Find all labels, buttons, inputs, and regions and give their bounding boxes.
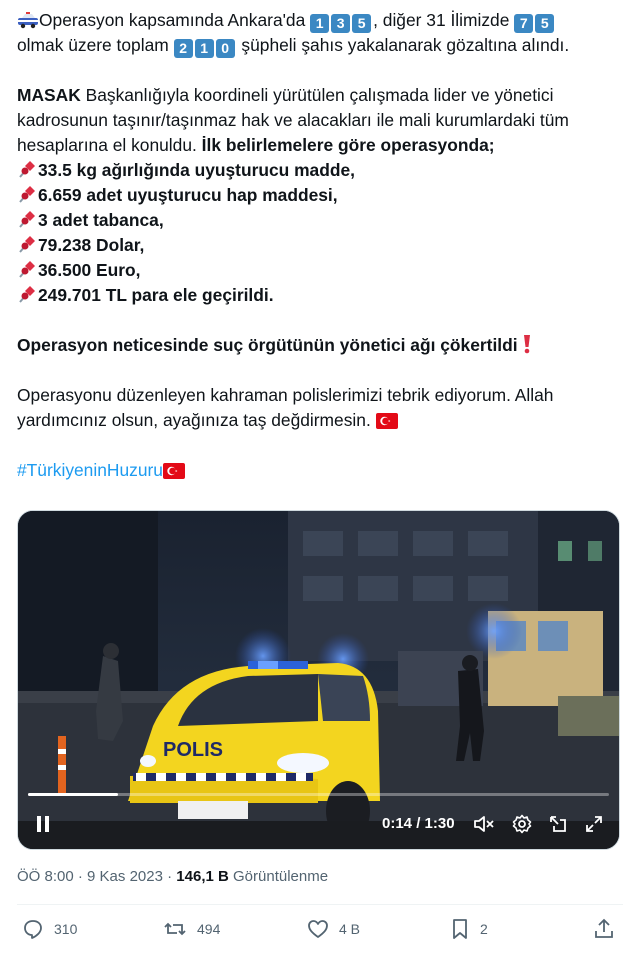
divider (17, 904, 623, 905)
seized-item: 6.659 adet uyuşturucu hap maddesi, (17, 183, 623, 208)
reply-count: 310 (54, 921, 78, 937)
heart-icon (307, 918, 329, 940)
views-count: 146,1 B (176, 868, 229, 885)
pause-button[interactable] (28, 809, 58, 839)
post-time[interactable]: ÖÖ 8:00 (17, 868, 74, 885)
speaker-muted-icon (473, 814, 495, 834)
keycap-digit: 3 (331, 14, 350, 33)
video-frame (18, 511, 620, 850)
progress-fill (28, 793, 118, 796)
keycap-digit: 5 (352, 14, 371, 33)
docked-player-button[interactable] (544, 809, 572, 839)
text-line-result (17, 333, 623, 358)
keycap-digit: 2 (174, 39, 193, 58)
seized-item: 33.5 kg ağırlığında uyuşturucu madde, (17, 158, 623, 183)
dock-icon (548, 814, 568, 834)
keycap-digit: 7 (514, 14, 533, 33)
fullscreen-icon (584, 814, 604, 834)
seized-item: 249.701 TL para ele geçirildi. (17, 283, 623, 308)
keycap-digit: 0 (216, 39, 235, 58)
separator-dot: · (77, 868, 88, 885)
pushpin-icon (17, 184, 37, 204)
mute-button[interactable] (470, 809, 498, 839)
text-segment-bold: Operasyon neticesinde suç örgütünün yönetici ağı çökertildi (17, 335, 518, 355)
share-button[interactable] (593, 918, 615, 940)
text-segment-bold: İlk belirlemelere göre operasyonda; (201, 135, 495, 155)
gear-icon (512, 814, 532, 834)
text-segment: , diğer 31 İlimizde (373, 10, 515, 30)
turkey-flag-icon (163, 463, 185, 479)
progress-bar[interactable] (28, 793, 609, 796)
car-label: POLIS (163, 739, 224, 761)
text-line-4 (17, 108, 623, 133)
masak-label: MASAK (17, 85, 81, 105)
video-player[interactable] (17, 510, 620, 850)
reply-icon (22, 918, 44, 940)
bookmark-icon (450, 918, 470, 940)
pushpin-icon (17, 284, 37, 304)
pushpin-icon (17, 159, 37, 179)
text-segment: Operasyon kapsamında Ankara'da (39, 10, 311, 30)
reply-button[interactable] (22, 918, 77, 940)
seized-item: 36.500 Euro, (17, 258, 623, 283)
keycap-digit: 1 (195, 39, 214, 58)
pause-icon (35, 815, 51, 833)
views-label: Görüntülenme (233, 868, 329, 885)
text-line-5 (17, 133, 623, 158)
post-meta (17, 868, 328, 885)
repost-count: 494 (197, 921, 221, 937)
text-line-congrats-1: Operasyonu düzenleyen kahraman polislerimizi tebrik ediyorum. Allah (17, 385, 554, 405)
video-controls (18, 809, 619, 843)
hashtag-line (17, 458, 623, 483)
post-date[interactable]: 9 Kas 2023 (87, 868, 163, 885)
police-car-icon (17, 11, 39, 29)
text-line-2 (17, 33, 623, 58)
text-line-1 (17, 8, 623, 33)
like-count: 4 B (339, 921, 361, 937)
text-segment: kadrosunun taşınır/taşınmaz hak ve alacakları ile mali kurumlardaki tüm (17, 110, 569, 130)
separator-dot: · (167, 868, 177, 885)
repost-icon (163, 918, 187, 940)
settings-button[interactable] (508, 809, 536, 839)
text-segment: Başkanlığıyla koordineli yürütülen çalışmada lider ve yönetici (80, 85, 554, 105)
text-line-3 (17, 83, 623, 108)
tweet-text (17, 8, 623, 483)
repost-button[interactable] (163, 918, 220, 940)
pushpin-icon (17, 209, 37, 229)
hashtag-link[interactable]: #TürkiyeninHuzuru (17, 460, 163, 480)
share-icon (593, 918, 615, 940)
bookmark-count: 2 (480, 921, 488, 937)
seized-item: 79.238 Dolar, (17, 233, 623, 258)
action-bar (0, 918, 640, 948)
seized-item: 3 adet tabanca, (17, 208, 623, 233)
text-segment: olmak üzere toplam (17, 35, 174, 55)
keycap-digit: 1 (310, 14, 329, 33)
exclamation-mark-icon (522, 334, 532, 354)
text-line-congrats-2: yardımcınız olsun, ayağınıza taş değdirmesin. (17, 408, 623, 433)
bookmark-button[interactable] (450, 918, 488, 940)
pushpin-icon (17, 259, 37, 279)
text-segment: şüpheli şahıs yakalanarak gözaltına alındı. (236, 35, 570, 55)
text-segment: hesaplarına el konuldu. (17, 135, 202, 155)
keycap-digit: 5 (535, 14, 554, 33)
like-button[interactable] (307, 918, 360, 940)
turkey-flag-icon (376, 413, 398, 429)
video-time: 0:14 / 1:30 (382, 815, 455, 832)
pushpin-icon (17, 234, 37, 254)
fullscreen-button[interactable] (580, 809, 608, 839)
